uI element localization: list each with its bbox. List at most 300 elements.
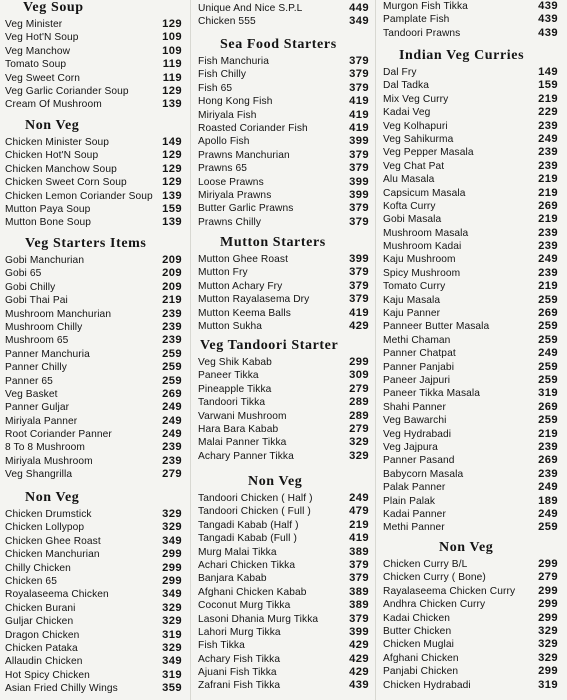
item-price: 269 xyxy=(538,400,558,413)
item-name: Veg Basket xyxy=(5,388,58,400)
item-price: 479 xyxy=(349,505,369,518)
menu-item xyxy=(383,267,558,280)
item-price: 419 xyxy=(349,108,369,121)
item-name: Mutton Paya Soup xyxy=(5,203,91,215)
item-price: 239 xyxy=(538,266,558,279)
item-price: 329 xyxy=(162,615,182,628)
item-price: 259 xyxy=(162,374,182,387)
item-price: 439 xyxy=(349,679,369,692)
menu-item xyxy=(5,72,182,85)
menu-item xyxy=(198,149,369,162)
item-price: 239 xyxy=(538,226,558,239)
item-price: 389 xyxy=(349,545,369,558)
item-name: Paneer Jajpuri xyxy=(383,374,451,386)
item-name: Alu Masala xyxy=(383,174,435,186)
menu-item xyxy=(5,18,182,31)
item-name: Butter Chicken xyxy=(383,625,452,637)
item-name: Chicken Drumstick xyxy=(5,509,92,520)
item-price: 329 xyxy=(162,641,182,654)
item-price: 349 xyxy=(162,655,182,668)
menu-item xyxy=(198,320,369,333)
item-price: 249 xyxy=(162,428,182,441)
item-name: Asian Fried Chilly Wings xyxy=(5,683,118,695)
menu-item xyxy=(383,0,558,13)
item-name: Chicken Minister Soup xyxy=(5,137,110,148)
item-price: 259 xyxy=(538,320,558,333)
menu-item xyxy=(198,519,369,532)
item-name: Varwani Mushroom xyxy=(198,410,287,422)
item-price: 419 xyxy=(349,306,369,319)
menu-item xyxy=(383,625,558,638)
menu-item xyxy=(383,612,558,625)
menu-section-non-veg xyxy=(5,490,182,695)
item-price: 269 xyxy=(162,387,182,400)
item-name: Lasoni Dhania Murg Tikka xyxy=(198,613,319,625)
item-name: Zafrani Fish Tikka xyxy=(198,680,281,692)
menu-item xyxy=(198,95,369,108)
item-price: 399 xyxy=(349,175,369,188)
menu-item xyxy=(383,13,558,26)
item-price: 329 xyxy=(162,521,182,534)
item-price: 239 xyxy=(538,240,558,253)
item-price: 379 xyxy=(349,81,369,94)
menu-item xyxy=(198,559,369,572)
menu-item xyxy=(198,383,369,396)
menu-item xyxy=(5,149,182,162)
item-price: 419 xyxy=(349,532,369,545)
item-price: 379 xyxy=(349,162,369,175)
section-heading: Veg Starters Items xyxy=(25,236,147,251)
item-name: Tangadi Kabab (Half ) xyxy=(198,519,299,531)
menu-item xyxy=(383,173,558,186)
item-price: 279 xyxy=(349,382,369,395)
menu-item xyxy=(383,638,558,651)
item-name: Chicken Manchurian xyxy=(5,549,100,561)
item-price: 389 xyxy=(349,599,369,612)
item-price: 299 xyxy=(162,574,182,587)
menu-item xyxy=(198,280,369,293)
menu-item xyxy=(198,410,369,423)
item-name: Methi Panner xyxy=(383,522,445,534)
menu-item xyxy=(5,415,182,428)
item-name: Banjara Kabab xyxy=(198,573,267,585)
item-price: 439 xyxy=(538,26,558,39)
menu-item xyxy=(198,546,369,559)
item-price: 219 xyxy=(538,427,558,440)
item-name: Miriyala Panner xyxy=(5,415,78,427)
item-price: 319 xyxy=(162,628,182,641)
menu-item xyxy=(5,281,182,294)
item-price: 429 xyxy=(349,666,369,679)
menu-item xyxy=(198,492,369,505)
menu-item xyxy=(383,585,558,598)
menu-item xyxy=(198,266,369,279)
item-name: Fish Tikka xyxy=(198,640,245,652)
item-price: 259 xyxy=(538,293,558,306)
item-price: 209 xyxy=(162,267,182,280)
item-name: Mutton Sukha xyxy=(198,320,263,332)
item-name: Prawns 65 xyxy=(198,163,248,175)
menu-item xyxy=(198,109,369,122)
item-price: 259 xyxy=(538,521,558,534)
item-name: Chicken 555 xyxy=(198,16,256,28)
menu-section-mutton-starters xyxy=(198,235,369,333)
item-price: 239 xyxy=(162,454,182,467)
menu-item xyxy=(383,495,558,508)
item-price: 139 xyxy=(162,98,182,111)
menu-item xyxy=(383,146,558,159)
menu-item xyxy=(198,505,369,518)
item-price: 139 xyxy=(162,189,182,202)
item-name: Kadai Chicken xyxy=(383,612,450,624)
item-name: Cream Of Mushroom xyxy=(5,99,102,111)
item-price: 109 xyxy=(162,44,182,57)
item-name: Hong Kong Fish xyxy=(198,96,273,108)
menu-item xyxy=(198,176,369,189)
menu-item xyxy=(198,532,369,545)
menu-item xyxy=(383,387,558,400)
menu-item xyxy=(383,598,558,611)
item-price: 329 xyxy=(538,638,558,651)
item-price: 299 xyxy=(349,356,369,368)
item-name: Veg Sweet Corn xyxy=(5,72,81,84)
item-price: 129 xyxy=(162,162,182,175)
menu-item xyxy=(383,401,558,414)
item-price: 379 xyxy=(349,572,369,585)
item-name: Mutton Rayalasema Dry xyxy=(198,294,310,306)
item-name: Shahi Panner xyxy=(383,401,446,413)
item-name: Panner Panjabi xyxy=(383,361,455,373)
item-name: Veg Garlic Coriander Soup xyxy=(5,85,129,97)
menu-item xyxy=(383,66,558,79)
item-name: Gobi Masala xyxy=(383,214,442,226)
menu-item xyxy=(198,2,369,15)
item-price: 329 xyxy=(538,651,558,664)
menu-item xyxy=(198,68,369,81)
item-name: Paneer Tikka Masala xyxy=(383,388,481,400)
item-price: 399 xyxy=(349,625,369,638)
item-name: Gobi Thai Pai xyxy=(5,295,68,307)
item-name: Coconut Murg Tikka xyxy=(198,600,291,612)
section-heading: Mutton Starters xyxy=(220,235,326,250)
menu-item xyxy=(5,31,182,44)
item-name: Murgon Fish Tikka xyxy=(383,1,468,12)
item-price: 149 xyxy=(538,66,558,78)
item-price: 259 xyxy=(538,373,558,386)
item-price: 289 xyxy=(349,396,369,409)
item-price: 259 xyxy=(162,361,182,374)
menu-item xyxy=(5,535,182,548)
menu-item xyxy=(383,133,558,146)
menu-item xyxy=(5,548,182,561)
item-price: 239 xyxy=(162,307,182,320)
item-price: 119 xyxy=(162,58,182,71)
menu-item xyxy=(5,401,182,414)
menu-item xyxy=(383,307,558,320)
item-price: 279 xyxy=(538,571,558,584)
item-name: Veg Sahikurma xyxy=(383,133,454,145)
section-heading: Sea Food Starters xyxy=(220,37,337,52)
menu-item xyxy=(198,253,369,266)
section-heading: Non Veg xyxy=(248,474,303,489)
menu-section-continued xyxy=(383,0,558,40)
item-price: 299 xyxy=(538,665,558,678)
menu-item xyxy=(198,626,369,639)
item-price: 439 xyxy=(538,0,558,12)
item-name: Chicken Burani xyxy=(5,602,76,614)
menu-item xyxy=(5,629,182,642)
item-price: 419 xyxy=(349,95,369,108)
menu-item xyxy=(383,481,558,494)
item-name: Palak Panner xyxy=(383,482,446,494)
menu-item xyxy=(198,436,369,449)
item-name: Spicy Mushroom xyxy=(383,267,461,279)
menu-item xyxy=(383,454,558,467)
item-name: Chicken Curry ( Bone) xyxy=(383,572,486,584)
item-price: 319 xyxy=(162,668,182,681)
item-price: 239 xyxy=(538,119,558,132)
item-name: Paneer Tikka xyxy=(198,370,259,382)
item-name: Veg Shik Kabab xyxy=(198,357,272,368)
item-price: 269 xyxy=(538,199,558,212)
item-name: Afghani Chicken Kabab xyxy=(198,586,307,598)
item-price: 289 xyxy=(349,409,369,422)
item-price: 239 xyxy=(162,320,182,333)
item-price: 299 xyxy=(538,611,558,624)
menu-item xyxy=(5,267,182,280)
item-name: Mutton Fry xyxy=(198,267,248,279)
item-price: 419 xyxy=(349,121,369,134)
item-name: Chicken Hot'N Soup xyxy=(5,150,99,162)
item-price: 299 xyxy=(162,561,182,574)
menu-item xyxy=(383,468,558,481)
item-name: Veg Shangrilla xyxy=(5,469,73,481)
item-name: Mix Veg Curry xyxy=(383,93,449,105)
item-name: Root Coriander Panner xyxy=(5,429,112,441)
item-name: Hot Spicy Chicken xyxy=(5,669,90,681)
menu-item xyxy=(198,599,369,612)
item-price: 429 xyxy=(349,652,369,665)
item-name: Panjabi Chicken xyxy=(383,666,459,678)
menu-item xyxy=(5,682,182,695)
menu-item xyxy=(5,45,182,58)
item-price: 219 xyxy=(538,92,558,105)
item-price: 219 xyxy=(538,186,558,199)
item-name: Kaju Panner xyxy=(383,308,441,320)
menu-item xyxy=(198,82,369,95)
item-name: Veg Pepper Masala xyxy=(383,147,474,159)
section-heading: Non Veg xyxy=(25,490,80,505)
item-price: 239 xyxy=(162,441,182,454)
menu-item xyxy=(5,428,182,441)
menu-item xyxy=(198,307,369,320)
item-name: Miriyala Fish xyxy=(198,109,257,121)
item-name: Andhra Chicken Curry xyxy=(383,599,486,611)
item-name: Mutton Achary Fry xyxy=(198,280,283,292)
menu-item xyxy=(383,374,558,387)
menu-section-sea-food-starters xyxy=(198,37,369,229)
item-price: 219 xyxy=(538,173,558,186)
item-name: Afghani Chicken xyxy=(383,652,459,664)
item-name: Veg Kolhapuri xyxy=(383,120,448,132)
item-price: 349 xyxy=(162,588,182,601)
menu-item xyxy=(198,639,369,652)
item-price: 129 xyxy=(162,18,182,30)
item-name: Gobi Manchurian xyxy=(5,255,85,266)
menu-item xyxy=(198,666,369,679)
item-name: Babycorn Masala xyxy=(383,468,464,480)
item-price: 379 xyxy=(349,148,369,161)
item-price: 249 xyxy=(349,492,369,504)
item-price: 429 xyxy=(349,639,369,652)
menu-section-non-veg xyxy=(383,540,558,692)
menu-item xyxy=(383,200,558,213)
menu-item xyxy=(383,160,558,173)
menu-item xyxy=(5,58,182,71)
menu-item xyxy=(5,361,182,374)
item-price: 329 xyxy=(162,508,182,520)
item-price: 379 xyxy=(349,293,369,306)
item-name: Hara Bara Kabab xyxy=(198,423,279,435)
item-name: Kaju Mushroom xyxy=(383,254,456,266)
item-name: Pamplate Fish xyxy=(383,14,450,26)
menu-item xyxy=(383,361,558,374)
item-name: Chicken 65 xyxy=(5,575,57,587)
menu-item xyxy=(198,202,369,215)
menu-item xyxy=(5,575,182,588)
menu-item xyxy=(383,679,558,692)
item-name: Chicken Sweet Corn Soup xyxy=(5,177,127,189)
menu-section-indian-veg-curries xyxy=(383,48,558,535)
item-name: Royalaseema Chicken xyxy=(5,589,109,601)
menu-item xyxy=(383,240,558,253)
menu-section-non-veg xyxy=(5,118,182,230)
menu-section-veg-starters-items xyxy=(5,236,182,482)
menu-item xyxy=(5,190,182,203)
item-name: Unique And Nice S.P.L xyxy=(198,3,303,14)
item-price: 309 xyxy=(349,369,369,382)
item-price: 249 xyxy=(162,401,182,414)
item-name: Murg Malai Tikka xyxy=(198,546,277,558)
item-name: Veg Jajpura xyxy=(383,441,438,453)
menu-item xyxy=(198,586,369,599)
item-name: Mutton Keema Balls xyxy=(198,307,291,319)
item-name: Tandoori Chicken ( Half ) xyxy=(198,493,313,504)
item-name: Veg Hot'N Soup xyxy=(5,32,79,44)
item-name: Panner Pasand xyxy=(383,455,455,467)
item-name: Guljar Chicken xyxy=(5,616,74,628)
item-name: Tandoori Tikka xyxy=(198,397,266,409)
item-name: Plain Palak xyxy=(383,495,436,507)
item-name: Chicken Curry B/L xyxy=(383,559,468,570)
item-price: 299 xyxy=(538,558,558,570)
menu-item xyxy=(383,571,558,584)
menu-item xyxy=(5,562,182,575)
item-name: Rayalaseema Chicken Curry xyxy=(383,585,516,597)
item-price: 399 xyxy=(349,188,369,201)
item-price: 379 xyxy=(349,215,369,228)
item-name: Miriyala Mushroom xyxy=(5,455,93,467)
menu-item xyxy=(5,388,182,401)
item-price: 389 xyxy=(349,585,369,598)
item-name: Malai Panner Tikka xyxy=(198,437,287,449)
item-price: 229 xyxy=(538,106,558,119)
item-name: Panneer Butter Masala xyxy=(383,321,490,333)
item-name: Mushroom Kadai xyxy=(383,241,462,253)
item-price: 239 xyxy=(538,159,558,172)
menu-item xyxy=(5,98,182,111)
item-price: 329 xyxy=(538,624,558,637)
menu-item xyxy=(5,136,182,149)
item-name: Gobi Chilly xyxy=(5,281,56,293)
item-price: 329 xyxy=(349,449,369,462)
menu-item xyxy=(5,375,182,388)
menu-item xyxy=(383,213,558,226)
item-price: 129 xyxy=(162,149,182,162)
item-price: 259 xyxy=(538,333,558,346)
item-name: Miriyala Prawns xyxy=(198,189,272,201)
item-price: 239 xyxy=(162,334,182,347)
item-name: Kadai Panner xyxy=(383,508,446,520)
item-name: Panner Chatpat xyxy=(383,348,456,360)
item-price: 399 xyxy=(349,135,369,148)
menu-item xyxy=(383,294,558,307)
menu-item xyxy=(383,93,558,106)
item-price: 129 xyxy=(162,84,182,97)
menu-item xyxy=(5,294,182,307)
item-price: 259 xyxy=(538,360,558,373)
menu-item xyxy=(5,655,182,668)
item-price: 399 xyxy=(349,253,369,265)
menu-item xyxy=(198,216,369,229)
item-price: 219 xyxy=(349,518,369,531)
menu-item xyxy=(383,320,558,333)
menu-item xyxy=(5,588,182,601)
item-price: 239 xyxy=(538,146,558,159)
menu-item xyxy=(198,15,369,28)
item-price: 109 xyxy=(162,31,182,44)
item-name: Achary Fish Tikka xyxy=(198,653,281,665)
item-price: 139 xyxy=(162,216,182,229)
item-name: Mutton Ghee Roast xyxy=(198,254,289,265)
item-price: 279 xyxy=(349,422,369,435)
item-price: 159 xyxy=(538,79,558,92)
menu-item xyxy=(383,558,558,571)
item-price: 119 xyxy=(162,71,182,84)
item-name: Pineapple Tikka xyxy=(198,383,272,395)
menu-item xyxy=(5,602,182,615)
item-name: Fish 65 xyxy=(198,82,233,94)
item-name: Butter Garlic Prawns xyxy=(198,203,294,215)
menu-item xyxy=(5,508,182,521)
item-price: 269 xyxy=(538,454,558,467)
menu-item xyxy=(383,280,558,293)
menu-item xyxy=(5,642,182,655)
item-price: 279 xyxy=(162,468,182,481)
menu-item xyxy=(198,55,369,68)
item-name: Mushroom Chilly xyxy=(5,321,83,333)
menu-item xyxy=(198,653,369,666)
item-name: Tomato Soup xyxy=(5,59,67,71)
menu-item xyxy=(5,455,182,468)
menu-item xyxy=(5,163,182,176)
item-name: Chicken Ghee Roast xyxy=(5,535,101,547)
item-price: 319 xyxy=(538,678,558,691)
menu-item xyxy=(198,572,369,585)
item-price: 379 xyxy=(349,279,369,292)
item-price: 379 xyxy=(349,68,369,81)
item-price: 249 xyxy=(538,132,558,145)
